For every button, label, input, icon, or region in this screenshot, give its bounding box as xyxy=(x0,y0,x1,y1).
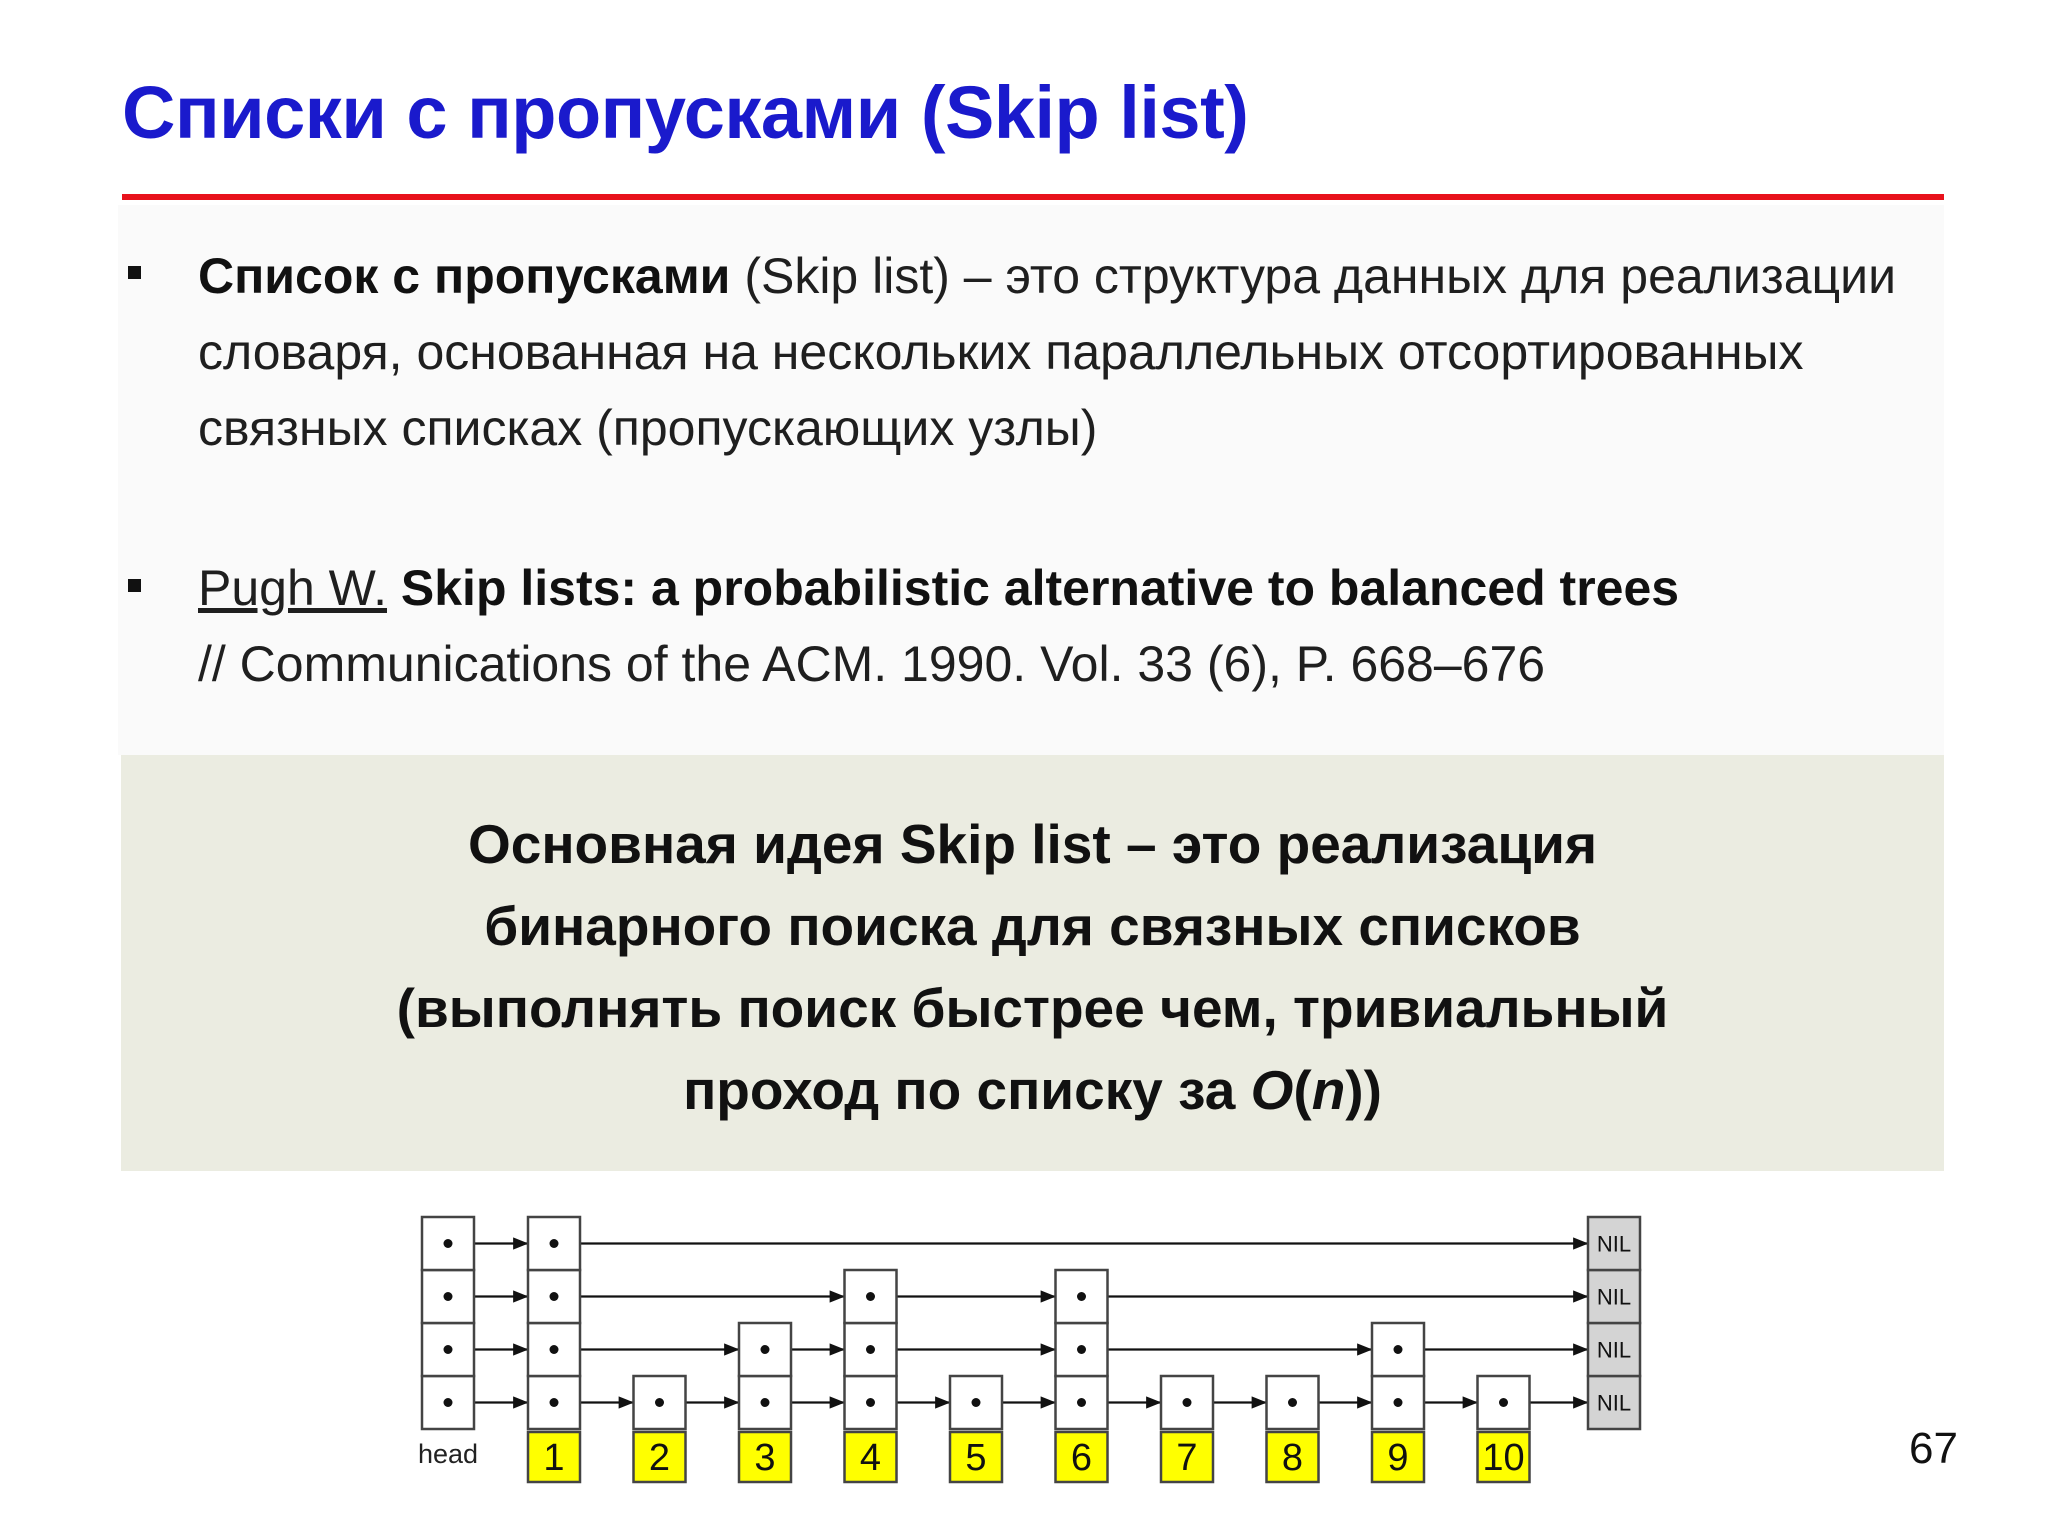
pointer-dot xyxy=(866,1398,875,1407)
title-underline xyxy=(122,194,1944,200)
page-number: 67 xyxy=(1909,1424,1958,1473)
pointer-dot xyxy=(444,1345,453,1354)
idea-line: (выполнять поиск быстрее чем, тривиальный xyxy=(396,977,1669,1039)
idea-line-prefix: проход по списку за xyxy=(683,1059,1251,1121)
pointer-dot xyxy=(550,1239,559,1248)
key-label: 5 xyxy=(965,1437,987,1479)
pointer-dot xyxy=(550,1292,559,1301)
bullet-reference xyxy=(198,550,1938,702)
idea-line: Основная идея Skip list – это реализация xyxy=(467,813,1598,875)
key-label: 1 xyxy=(543,1437,565,1479)
bullet-definition xyxy=(198,238,1938,466)
pointer-dot xyxy=(1394,1345,1403,1354)
pointer-dot xyxy=(655,1398,664,1407)
paren-close: )) xyxy=(1345,1059,1382,1121)
head-label: head xyxy=(417,1439,479,1469)
pointer-dot xyxy=(1077,1345,1086,1354)
bullet-marker xyxy=(128,579,141,592)
idea-box xyxy=(121,755,1944,1171)
key-label: 9 xyxy=(1387,1437,1409,1479)
pointer-dot xyxy=(1077,1292,1086,1301)
paren-open: ( xyxy=(1293,1059,1312,1121)
pointer-dot xyxy=(866,1345,875,1354)
complexity-o: O xyxy=(1250,1059,1294,1121)
definition-term: Список с пропусками xyxy=(198,248,731,304)
idea-line xyxy=(121,1049,1944,1131)
pointer-dot xyxy=(972,1398,981,1407)
pointer-dot xyxy=(1499,1398,1508,1407)
pointer-dot xyxy=(550,1345,559,1354)
complexity-n: n xyxy=(1311,1059,1346,1121)
key-label: 8 xyxy=(1281,1437,1304,1479)
nil-label: NIL xyxy=(1596,1337,1632,1363)
pointer-dot xyxy=(444,1292,453,1301)
key-label: 3 xyxy=(754,1437,776,1479)
idea-line: бинарного поиска для связных списков xyxy=(484,895,1581,957)
definition-text: (Skip list) – это структура данных для реализации словаря, основанная на нескольких параллельных отсортированных связных списках (пропускающих узлы) xyxy=(198,248,1897,456)
nil-label: NIL xyxy=(1596,1284,1632,1310)
key-label: 4 xyxy=(859,1437,882,1479)
pointer-dot xyxy=(444,1398,453,1407)
key-label: 7 xyxy=(1176,1437,1198,1479)
bullet-marker xyxy=(128,266,141,279)
key-label: 6 xyxy=(1070,1437,1093,1479)
reference-title: Skip lists: a probabilistic alternative to balanced trees xyxy=(387,560,1680,616)
pointer-dot xyxy=(1394,1398,1403,1407)
pointer-dot xyxy=(550,1398,559,1407)
reference-source: // Communications of the ACM. 1990. Vol. 33 (6), P. 668–676 xyxy=(198,636,1546,692)
key-label: 10 xyxy=(1482,1437,1525,1479)
skip-list-diagram xyxy=(400,1195,1660,1495)
slide-title: Списки с пропусками (Skip list) xyxy=(122,71,1249,154)
pointer-dot xyxy=(1288,1398,1297,1407)
idea-text xyxy=(121,803,1944,1131)
pointer-dot xyxy=(866,1292,875,1301)
pointer-dot xyxy=(761,1345,770,1354)
nil-label: NIL xyxy=(1596,1231,1632,1257)
key-label: 2 xyxy=(648,1437,671,1479)
pointer-dot xyxy=(1077,1398,1086,1407)
pointer-dot xyxy=(1183,1398,1192,1407)
reference-author-link[interactable]: Pugh W. xyxy=(198,560,387,616)
nil-label: NIL xyxy=(1596,1390,1632,1416)
pointer-dot xyxy=(761,1398,770,1407)
pointer-dot xyxy=(444,1239,453,1248)
